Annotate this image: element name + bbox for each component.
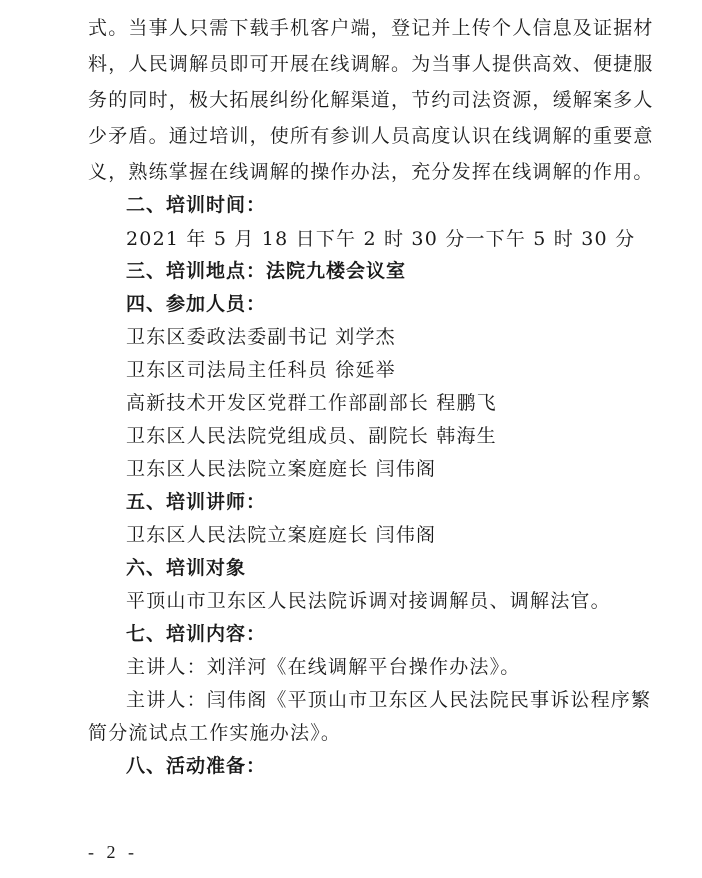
page-number: - 2 - (88, 842, 138, 862)
attendee-item: 卫东区人民法院党组成员、副院长 韩海生 (126, 425, 497, 447)
section-heading-content: 七、培训内容： (126, 623, 267, 645)
section-heading-place: 三、培训地点：法院九楼会议室 (126, 260, 407, 282)
attendee-item: 高新技术开发区党群工作部副部长 程鹏飞 (126, 392, 497, 414)
training-time-value: 2021 年 5 月 18 日下午 2 时 30 分一下午 5 时 30 分 (126, 228, 636, 250)
lecturer-value: 卫东区人民法院立案庭庭长 闫伟阁 (126, 524, 437, 546)
section-heading-lecturer: 五、培训讲师： (126, 491, 267, 513)
paragraph-line: 义，熟练掌握在线调解的操作办法，充分发挥在线调解的作用。 (88, 161, 654, 183)
attendee-item: 卫东区委政法委副书记 刘学杰 (126, 326, 396, 348)
section-heading-attendees: 四、参加人员： (126, 293, 267, 315)
section-heading-time: 二、培训时间： (126, 194, 267, 216)
content-item-continuation: 简分流试点工作实施办法》。 (88, 722, 342, 744)
attendee-item: 卫东区司法局主任科员 徐延举 (126, 359, 396, 381)
paragraph-line: 务的同时，极大拓展纠纷化解渠道，节约司法资源，缓解案多人 (88, 89, 654, 111)
paragraph-line: 少矛盾。通过培训，使所有参训人员高度认识在线调解的重要意 (88, 125, 654, 147)
paragraph-line: 式。当事人只需下载手机客户端，登记并上传个人信息及证据材 (88, 17, 654, 39)
content-item: 主讲人：刘洋河《在线调解平台操作办法》。 (126, 656, 521, 678)
content-item: 主讲人：闫伟阁《平顶山市卫东区人民法院民事诉讼程序繁 (126, 689, 652, 711)
paragraph-line: 料，人民调解员即可开展在线调解。为当事人提供高效、便捷服 (88, 53, 654, 75)
target-value: 平顶山市卫东区人民法院诉调对接调解员、调解法官。 (126, 590, 611, 612)
attendee-item: 卫东区人民法院立案庭庭长 闫伟阁 (126, 458, 437, 480)
section-heading-target: 六、培训对象 (126, 557, 247, 579)
section-heading-prep: 八、活动准备： (126, 755, 267, 777)
